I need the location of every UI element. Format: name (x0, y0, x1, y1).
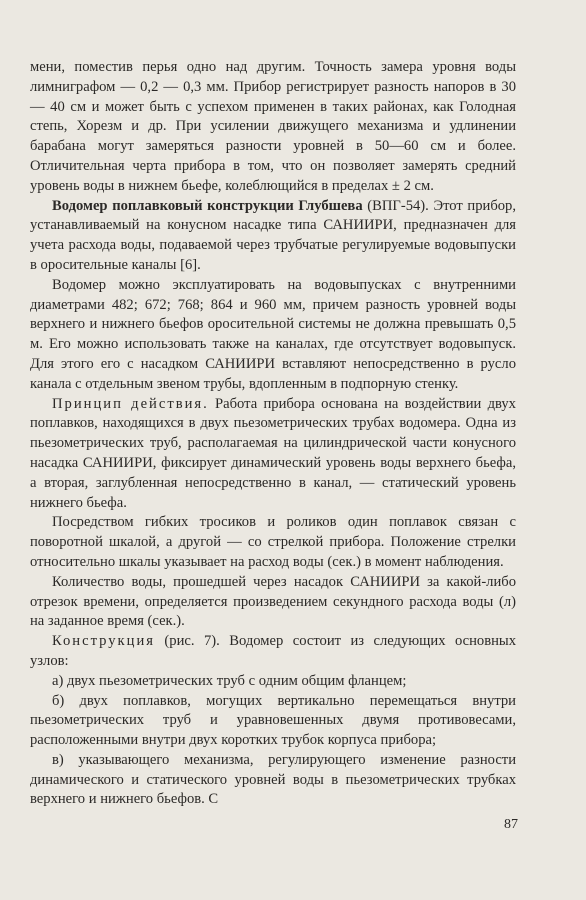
subheading-principle: Принцип действия. (52, 395, 209, 412)
page-number: 87 (504, 817, 518, 832)
paragraph-usage: Водомер можно эксплуатировать на водовыпусках с внутренними диаметрами 482; 672; 768; 864 и 960 мм, причем разность уровней воды верхнего и нижнего бьефов оросительной системы не должна превышать 0,5 м. Его можно использовать также на каналах, где отсутствует водовыпуск. Для этого его с насадком САНИИРИ вставляют непосредственно в русло канала с отдельным звеном трубы, вдопленным в подпорную стенку. (30, 276, 516, 392)
paragraph-continuation: мени, поместив перья одно над другим. Точность замера уровня воды лимниграфом — 0,2 — 0,3 мм. Прибор регистрирует разность напоров в 30 — 40 см и может быть с успехом применен в таких районах, как Голодная степь, Хорезм и др. При усилении движущего механизма и удлинении барабана могут замеряться разности уровней в 50—60 см и более. Отличительная черта прибора в том, что он позволяет замерять средний уровень воды в нижнем бьефе, колеблющийся в пределах ± 2 см. (30, 59, 516, 194)
subheading-construction: Конструкция (52, 633, 155, 650)
section-heading-vpg54: Водомер поплавковый конструкции Глубшева (52, 197, 363, 214)
paragraph-construction (30, 632, 516, 672)
paragraph-volume: Количество воды, прошедшей через насадок САНИИРИ за какой-либо отрезок времени, определяется произведением секундного расхода воды (л) на заданное время (сек.). (30, 573, 516, 630)
paragraph-principle-text: Работа прибора основана на воздействии двух поплавков, находящихся в двух пьезометрических трубах водомера. Одна из пьезометрических труб, располагаемая на цилиндрической части конусного насадка САНИИРИ, фиксирует динамический уровень воды верхнего бьефа, а вторая, заглубленная непосредственно в канал, — статический уровень нижнего бьефа. (30, 395, 516, 511)
body-text (30, 58, 516, 810)
list-item-c: в) указывающего механизма, регулирующего изменение разности динамического и статического уровней воды в пьезометрических трубках верхнего и нижнего бьефов. С (30, 751, 516, 808)
paragraph-construction-text: (рис. 7). Водомер состоит из следующих основных узлов: (30, 633, 516, 669)
paragraph-principle (30, 395, 516, 514)
paragraph-mechanism: Посредством гибких тросиков и роликов один поплавок связан с поворотной шкалой, а другой — со стрелкой прибора. Положение стрелки относительно шкалы указывает на расход воды (сек.) в момент наблюдения. (30, 514, 516, 570)
paragraph-vpg54 (30, 197, 516, 276)
list-item-a: а) двух пьезометрических труб с одним общим фланцем; (52, 672, 407, 689)
paragraph-vpg54-text: (ВПГ-54). Этот прибор, устанавливаемый на конусном насадке типа САНИИРИ, предназначен для учета расхода воды, подаваемой через трубчатые регулируемые водовыпуски в оросительные каналы [6]. (30, 197, 516, 273)
list-item-b: б) двух поплавков, могущих вертикально перемещаться внутри пьезометрических труб и уравновешенных двумя противовесами, расположенными внутри двух коротких трубок корпуса прибора; (30, 692, 516, 749)
